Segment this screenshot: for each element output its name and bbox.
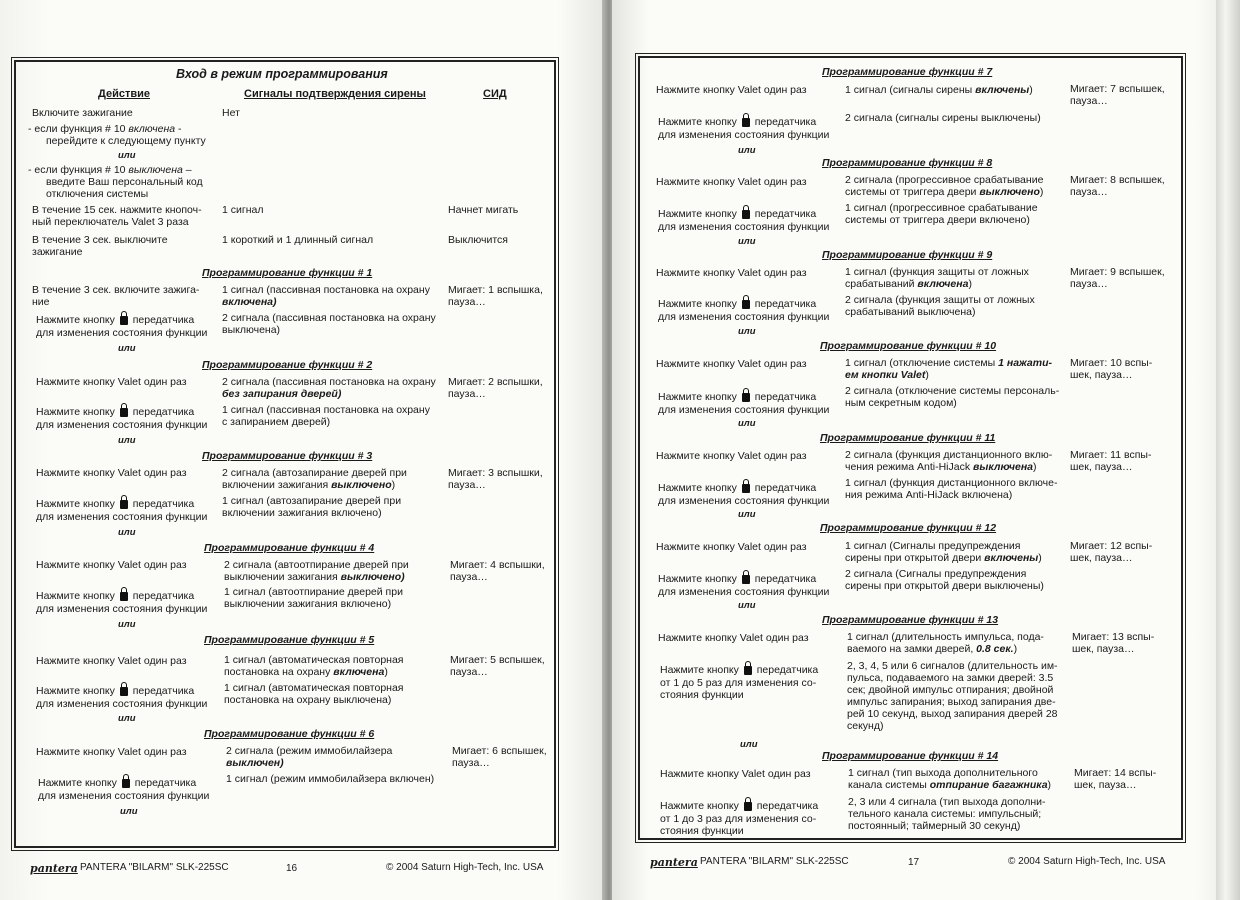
- intro-action: ный переключатель Valet 3 раза: [32, 216, 189, 228]
- lock-icon: [742, 575, 750, 584]
- signal-text: срабатываний включена): [845, 278, 972, 290]
- signal-text: 2 сигнала (режим иммобилайзера: [226, 745, 393, 757]
- signal-text: канала системы отпирание багажника): [848, 779, 1052, 791]
- action-text: для изменения состояния функции: [36, 419, 208, 431]
- action-text: от 1 до 3 раз для изменения со-: [660, 813, 817, 825]
- lock-icon: [120, 500, 128, 509]
- signal-text: 2 сигнала (функция защиты от ложных: [845, 294, 1035, 306]
- page-edge: [1216, 0, 1240, 900]
- action-text: Нажмите кнопку Valet один раз: [660, 768, 811, 780]
- section-title: Программирование функции # 12: [820, 522, 997, 534]
- signal-text: выключена): [222, 324, 281, 336]
- footer-model: PANTERA "BILARM" SLK-225SC: [700, 856, 849, 867]
- led-text: пауза…: [448, 388, 486, 400]
- page-number: 17: [908, 857, 920, 868]
- lock-icon: [120, 687, 128, 696]
- signal-text: 1 сигнал (пассивная постановка на охрану: [222, 284, 430, 296]
- section-title: Программирование функции # 6: [204, 728, 375, 740]
- led-text: Мигает: 3 вспышки,: [448, 467, 543, 479]
- signal-text: 2 сигнала (автозапирание дверей при: [222, 467, 407, 479]
- section-title: Программирование функции # 11: [820, 432, 996, 444]
- lock-icon: [742, 300, 750, 309]
- signal-text: сек; двойной импульс отпирания; двойной: [847, 684, 1054, 696]
- action-text: ние: [32, 296, 50, 308]
- lock-icon: [744, 666, 752, 675]
- action-text: Нажмите кнопку Valet один раз: [656, 358, 807, 370]
- intro-action: В течение 15 сек. нажмите кнопоч-: [32, 204, 202, 216]
- or-label: или: [118, 343, 136, 354]
- intro-action: отключения системы: [46, 188, 149, 200]
- signal-text: системы от триггера двери выключено): [845, 186, 1044, 198]
- signal-text: 1 сигнал (прогрессивное срабатывание: [845, 202, 1038, 214]
- action-text: для изменения состояния функции: [658, 129, 830, 141]
- signal-text: ным секретным кодом): [845, 397, 957, 409]
- intro-action: - если функция # 10 выключена –: [28, 164, 192, 176]
- page-title: Вход в режим программирования: [176, 67, 388, 81]
- or-label: или: [118, 150, 136, 161]
- led-text: пауза…: [1070, 278, 1108, 290]
- action-text: Нажмите кнопку передатчика: [36, 685, 195, 697]
- signal-text: ваемого на замки дверей, 0.8 сек.): [847, 643, 1018, 655]
- signal-text: постановка на охрану включена): [224, 666, 388, 678]
- signal-text: тельного канала системы: импульсный;: [848, 808, 1042, 820]
- lock-icon: [742, 484, 750, 493]
- signal-text: с запиранием дверей): [222, 416, 331, 428]
- led-text: пауза…: [448, 479, 486, 491]
- signal-text: 1 сигнал (длительность импульса, пода-: [847, 631, 1044, 643]
- action-text: Нажмите кнопку передатчика: [658, 391, 817, 403]
- led-text: Мигает: 2 вспышки,: [448, 376, 543, 388]
- signal-text: 2 сигнала (пассивная постановка на охрану: [222, 376, 436, 388]
- intro-action: - если функция # 10 включена -: [28, 123, 182, 135]
- section-title: Программирование функции # 1: [202, 267, 373, 279]
- or-label: или: [738, 326, 756, 337]
- led-text: пауза…: [450, 571, 488, 583]
- or-label: или: [118, 713, 136, 724]
- action-text: Нажмите кнопку Valet один раз: [656, 267, 807, 279]
- action-text: Нажмите кнопку передатчика: [38, 777, 197, 789]
- action-text: Нажмите кнопку передатчика: [36, 590, 195, 602]
- intro-led: Выключится: [448, 234, 508, 246]
- intro-led: Начнет мигать: [448, 204, 519, 216]
- signal-text: сирены при открытой двери включены): [845, 552, 1042, 564]
- action-text: для изменения состояния функции: [36, 603, 208, 615]
- signal-text: 2 сигнала (пассивная постановка на охрану: [222, 312, 436, 324]
- signal-text: без запирания дверей): [222, 388, 342, 400]
- section-title: Программирование функции # 4: [204, 542, 375, 554]
- header-signals: Сигналы подтверждения сирены: [244, 88, 426, 100]
- signal-text: импульс запирания; выход запирания две-: [847, 696, 1056, 708]
- brand-logo: pantera: [650, 856, 698, 869]
- right-page: [612, 0, 1220, 900]
- action-text: Нажмите кнопку передатчика: [36, 498, 195, 510]
- footer-copyright: © 2004 Saturn High-Tech, Inc. USA: [386, 862, 544, 873]
- header-action: Действие: [98, 88, 150, 100]
- led-text: шек, пауза…: [1074, 779, 1137, 791]
- signal-text: 1 сигнал (пассивная постановка на охрану: [222, 404, 430, 416]
- led-text: пауза…: [1070, 186, 1108, 198]
- signal-text: включена): [222, 296, 277, 308]
- led-text: Мигает: 9 вспышек,: [1070, 266, 1165, 278]
- intro-action: введите Ваш персональный код: [46, 176, 203, 188]
- brand-logo: pantera: [30, 862, 78, 875]
- signal-text: пульса, подаваемого на замки дверей: 3.5: [847, 672, 1054, 684]
- or-label: или: [118, 619, 136, 630]
- signal-text: 2 сигнала (прогрессивное срабатывание: [845, 174, 1044, 186]
- action-text: для изменения состояния функции: [36, 511, 208, 523]
- or-label: или: [738, 145, 756, 156]
- led-text: пауза…: [452, 757, 490, 769]
- led-text: пауза…: [448, 296, 486, 308]
- action-text: Нажмите кнопку Valet один раз: [656, 84, 807, 96]
- signal-text: системы от триггера двери включено): [845, 214, 1030, 226]
- lock-icon: [120, 408, 128, 417]
- action-text: для изменения состояния функции: [658, 311, 830, 323]
- or-label: или: [118, 527, 136, 538]
- intro-signal: 1 короткий и 1 длинный сигнал: [222, 234, 374, 246]
- signal-text: 1 сигнал (автозапирание дверей при: [222, 495, 402, 507]
- led-text: Мигает: 1 вспышка,: [448, 284, 543, 296]
- signal-text: 2 сигнала (функция дистанционного вклю-: [845, 449, 1053, 461]
- led-text: шек, пауза…: [1072, 643, 1135, 655]
- lock-icon: [120, 592, 128, 601]
- led-text: Мигает: 13 вспы-: [1072, 631, 1155, 643]
- action-text: Нажмите кнопку Valet один раз: [36, 655, 187, 667]
- intro-signal: 1 сигнал: [222, 204, 264, 216]
- led-text: шек, пауза…: [1070, 461, 1133, 473]
- action-text: Нажмите кнопку Valet один раз: [656, 541, 807, 553]
- action-text: Нажмите кнопку передатчика: [658, 208, 817, 220]
- led-text: пауза…: [1070, 95, 1108, 107]
- action-text: от 1 до 5 раз для изменения со-: [660, 677, 817, 689]
- action-text: стояния функции: [660, 689, 744, 701]
- led-text: Мигает: 11 вспы-: [1070, 449, 1152, 461]
- signal-text: 1 сигнал (сигналы сирены включены): [845, 84, 1033, 96]
- signal-text: 2, 3, 4, 5 или 6 сигналов (длительность им-: [847, 660, 1058, 672]
- action-text: для изменения состояния функции: [658, 404, 830, 416]
- action-text: Нажмите кнопку Valet один раз: [36, 559, 187, 571]
- intro-action: перейдите к следующему пункту: [46, 135, 206, 147]
- signal-text: постановка на охрану выключена): [224, 694, 392, 706]
- action-text: для изменения состояния функции: [658, 586, 830, 598]
- section-title: Программирование функции # 7: [822, 66, 993, 78]
- action-text: Нажмите кнопку передатчика: [658, 298, 817, 310]
- signal-text: 1 сигнал (автоматическая повторная: [224, 682, 404, 694]
- led-text: Мигает: 14 вспы-: [1074, 767, 1157, 779]
- section-title: Программирование функции # 2: [202, 359, 373, 371]
- signal-text: 1 сигнал (автоматическая повторная: [224, 654, 404, 666]
- intro-signal: Нет: [222, 107, 240, 119]
- signal-text: выключении зажигания включено): [224, 598, 392, 610]
- signal-text: постоянный; таймерный 30 секунд): [848, 820, 1021, 832]
- action-text: Нажмите кнопку Valet один раз: [656, 450, 807, 462]
- signal-text: 2 сигнала (Сигналы предупреждения: [845, 568, 1027, 580]
- signal-text: 2 сигнала (сигналы сирены выключены): [845, 112, 1041, 124]
- signal-text: 1 сигнал (функция защиты от ложных: [845, 266, 1029, 278]
- signal-text: 2, 3 или 4 сигнала (тип выхода дополни-: [848, 796, 1046, 808]
- action-text: стояния функции: [660, 825, 744, 837]
- action-text: для изменения состояния функции: [658, 495, 830, 507]
- or-label: или: [738, 236, 756, 247]
- signal-text: ния режима Anti-HiJack включена): [845, 489, 1013, 501]
- action-text: Нажмите кнопку передатчика: [36, 406, 195, 418]
- or-label: или: [738, 509, 756, 520]
- led-text: Мигает: 6 вспышек,: [452, 745, 547, 757]
- action-text: для изменения состояния функции: [38, 790, 210, 802]
- footer-model: PANTERA "BILARM" SLK-225SC: [80, 862, 229, 873]
- left-page: [0, 0, 606, 900]
- lock-icon: [122, 779, 130, 788]
- intro-action: Включите зажигание: [32, 107, 133, 119]
- action-text: Нажмите кнопку передатчика: [658, 482, 817, 494]
- header-led: СИД: [483, 88, 507, 100]
- action-text: Нажмите кнопку Valet один раз: [36, 467, 187, 479]
- signal-text: 2 сигнала (отключение системы персональ-: [845, 385, 1060, 397]
- action-text: Нажмите кнопку передатчика: [660, 800, 819, 812]
- lock-icon: [742, 393, 750, 402]
- intro-action: В течение 3 сек. выключите: [32, 234, 168, 246]
- footer-copyright: © 2004 Saturn High-Tech, Inc. USA: [1008, 856, 1166, 867]
- signal-text: ем кнопки Valet): [845, 369, 929, 381]
- led-text: Мигает: 10 вспы-: [1070, 357, 1153, 369]
- action-text: Нажмите кнопку передатчика: [658, 116, 817, 128]
- signal-text: выключен): [226, 757, 284, 769]
- lock-icon: [742, 210, 750, 219]
- section-title: Программирование функции # 3: [202, 450, 373, 462]
- action-text: Нажмите кнопку Valet один раз: [36, 376, 187, 388]
- action-text: В течение 3 сек. включите зажига-: [32, 284, 200, 296]
- intro-action: зажигание: [32, 246, 83, 258]
- lock-icon: [744, 802, 752, 811]
- signal-text: 1 сигнал (режим иммобилайзера включен): [226, 773, 435, 785]
- signal-text: 1 сигнал (Сигналы предупреждения: [845, 540, 1021, 552]
- or-label: или: [740, 739, 758, 750]
- led-text: Мигает: 4 вспышки,: [450, 559, 545, 571]
- lock-icon: [120, 316, 128, 325]
- signal-text: 1 сигнал (функция дистанционного включе-: [845, 477, 1058, 489]
- section-title: Программирование функции # 8: [822, 157, 993, 169]
- or-label: или: [738, 600, 756, 611]
- signal-text: срабатываний выключена): [845, 306, 976, 318]
- led-text: шек, пауза…: [1070, 552, 1133, 564]
- signal-text: 1 сигнал (тип выхода дополнительного: [848, 767, 1038, 779]
- action-text: Нажмите кнопку Valet один раз: [658, 632, 809, 644]
- page-number: 16: [286, 863, 298, 874]
- action-text: Нажмите кнопку передатчика: [658, 573, 817, 585]
- action-text: для изменения состояния функции: [36, 327, 208, 339]
- led-text: Мигает: 12 вспы-: [1070, 540, 1153, 552]
- led-text: пауза…: [450, 666, 488, 678]
- lock-icon: [742, 118, 750, 127]
- section-title: Программирование функции # 14: [822, 750, 999, 762]
- section-title: Программирование функции # 9: [822, 249, 993, 261]
- section-title: Программирование функции # 10: [820, 340, 997, 352]
- action-text: Нажмите кнопку передатчика: [660, 664, 819, 676]
- or-label: или: [120, 806, 138, 817]
- or-label: или: [738, 418, 756, 429]
- signal-text: сирены при открытой двери выключены): [845, 580, 1044, 592]
- section-title: Программирование функции # 13: [822, 614, 999, 626]
- signal-text: рей 10 секунд, выход запирания дверей 28: [847, 708, 1058, 720]
- signal-text: включении зажигания выключено): [222, 479, 396, 491]
- led-text: Мигает: 7 вспышек,: [1070, 83, 1165, 95]
- signal-text: секунд): [847, 720, 884, 732]
- action-text: Нажмите кнопку Valet один раз: [36, 746, 187, 758]
- action-text: Нажмите кнопку передатчика: [36, 314, 195, 326]
- signal-text: включении зажигания включено): [222, 507, 382, 519]
- signal-text: чения режима Anti-HiJack выключена): [845, 461, 1037, 473]
- led-text: Мигает: 5 вспышек,: [450, 654, 545, 666]
- led-text: шек, пауза…: [1070, 369, 1133, 381]
- signal-text: 1 сигнал (отключение системы 1 нажати-: [845, 357, 1052, 369]
- action-text: для изменения состояния функции: [36, 698, 208, 710]
- section-title: Программирование функции # 5: [204, 634, 375, 646]
- signal-text: 1 сигнал (автоотпирание дверей при: [224, 586, 403, 598]
- led-text: Мигает: 8 вспышек,: [1070, 174, 1165, 186]
- action-text: Нажмите кнопку Valet один раз: [656, 176, 807, 188]
- signal-text: выключении зажигания выключено): [224, 571, 405, 583]
- signal-text: 2 сигнала (автоотпирание дверей при: [224, 559, 409, 571]
- or-label: или: [118, 435, 136, 446]
- action-text: для изменения состояния функции: [658, 221, 830, 233]
